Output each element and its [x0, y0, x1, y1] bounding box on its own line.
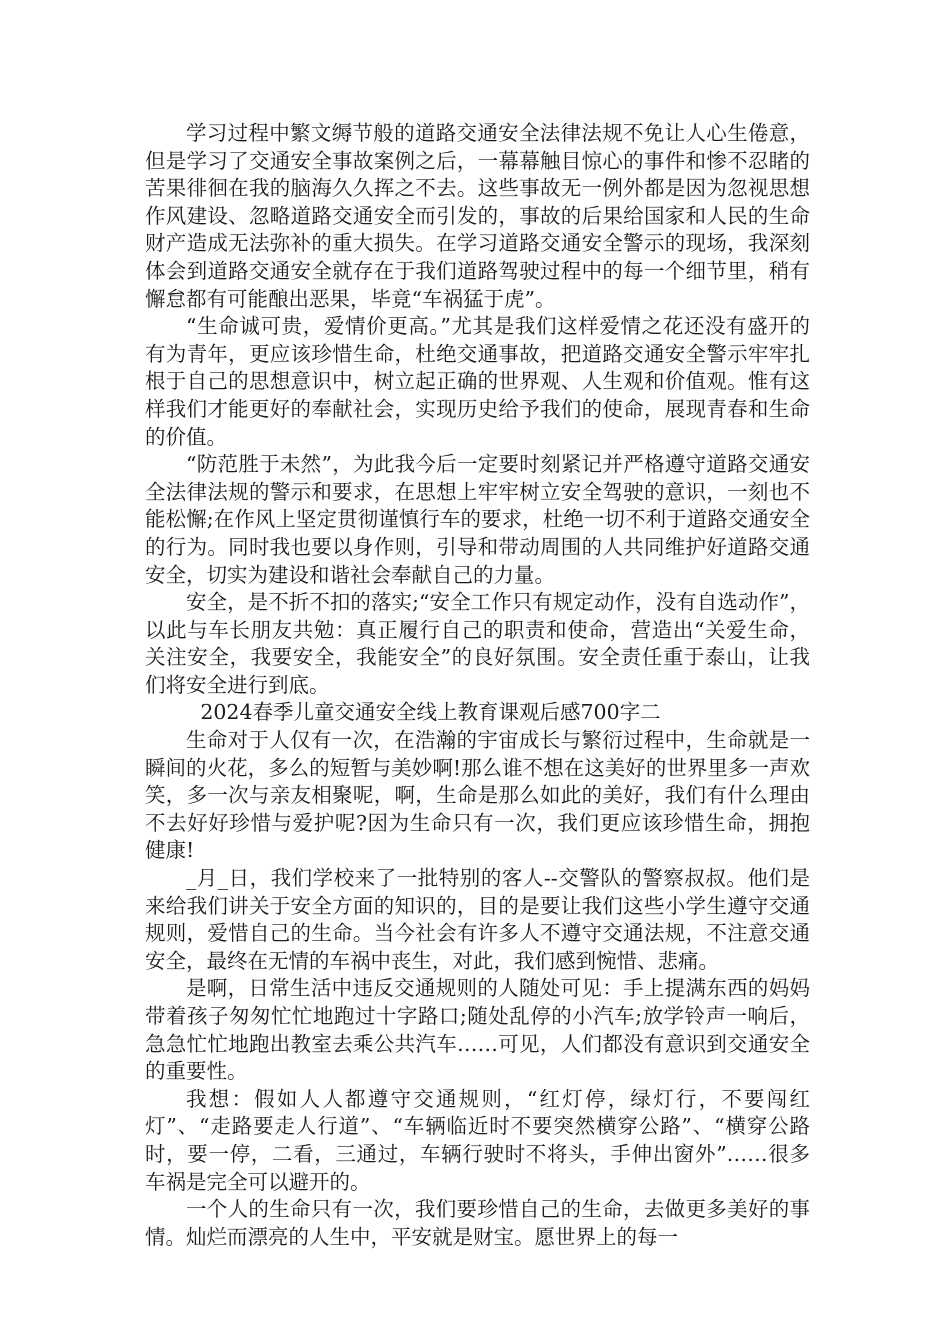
section-heading: 2024春季儿童交通安全线上教育课观后感700字二 — [200, 700, 661, 725]
paragraph-7: 是啊，日常生活中违反交通规则的人随处可见：手上提满东西的妈妈带着孩子匆匆忙忙地跑过十字路口;随处乱停的小汽车;放学铃声一响后，急急忙忙地跑出教室去乘公共汽车……可见，人们都没有意识到交通安全的重要性。 — [145, 976, 810, 1084]
paragraph-4: 安全，是不折不扣的落实;“安全工作只有规定动作，没有自选动作”，以此与车长朋友共勉：真正履行自己的职责和使命，营造出“关爱生命，关注安全，我要安全，我能安全”的良好氛围。安全责任重于泰山，让我们将安全进行到底。 — [145, 590, 810, 697]
paragraph-2: “生命诚可贵，爱情价更高。”尤其是我们这样爱情之花还没有盛开的有为青年，更应该珍惜生命，杜绝交通事故，把道路交通安全警示牢牢扎根于自己的思想意识中，树立起正确的世界观、人生观和价值观。惟有这样我们才能更好的奉献社会，实现历史给予我们的使命，展现青春和生命的价值。 — [145, 314, 810, 449]
paragraph-1: 学习过程中繁文缛节般的道路交通安全法律法规不免让人心生倦意，但是学习了交通安全事故案例之后，一幕幕触目惊心的事件和惨不忍睹的苦果徘徊在我的脑海久久挥之不去。这些事故无一例外都是因为忽视思想作风建设、忽略道路交通安全而引发的，事故的后果给国家和人民的生命财产造成无法弥补的重大损失。在学习道路交通安全警示的现场，我深刻体会到道路交通安全就存在于我们道路驾驶过程中的每一个细节里，稍有懈怠都有可能酿出恶果，毕竟“车祸猛于虎”。 — [145, 121, 810, 311]
paragraph-6: _月_日，我们学校来了一批特别的客人--交警队的警察叔叔。他们是来给我们讲关于安全方面的知识的，目的是要让我们这些小学生遵守交通规则，爱惜自己的生命。当今社会有许多人不遵守交通法规，不注意交通安全，最终在无情的车祸中丧生，对此，我们感到惋惜、悲痛。 — [145, 866, 810, 973]
paragraph-8: 我想：假如人人都遵守交通规则，“红灯停，绿灯行，不要闯红灯”、“走路要走人行道”、“车辆临近时不要突然横穿公路”、“横穿公路时，要一停，二看，三通过，车辆行驶时不将头，手伸出窗外”……很多车祸是完全可以避开的。 — [145, 1086, 810, 1194]
paragraph-5: 生命对于人仅有一次，在浩瀚的宇宙成长与繁衍过程中，生命就是一瞬间的火花，多么的短暂与美妙啊!那么谁不想在这美好的世界里多一声欢笑，多一次与亲友相聚呢，啊，生命是那么如此的美好，我们有什么理由不去好好珍惜与爱护呢?因为生命只有一次，我们更应该珍惜生命，拥抱健康! — [145, 728, 810, 863]
paragraph-3: “防范胜于未然”，为此我今后一定要时刻紧记并严格遵守道路交通安全法律法规的警示和要求，在思想上牢牢树立安全驾驶的意识，一刻也不能松懈;在作风上坚定贯彻谨慎行车的要求，杜绝一切不利于道路交通安全的行为。同时我也要以身作则，引导和带动周围的人共同维护好道路交通安全，切实为建设和谐社会奉献自己的力量。 — [145, 452, 810, 587]
document-body — [145, 120, 810, 1251]
paragraph-9: 一个人的生命只有一次，我们要珍惜自己的生命，去做更多美好的事情。灿烂而漂亮的人生中，平安就是财宝。愿世界上的每一 — [145, 1197, 810, 1249]
